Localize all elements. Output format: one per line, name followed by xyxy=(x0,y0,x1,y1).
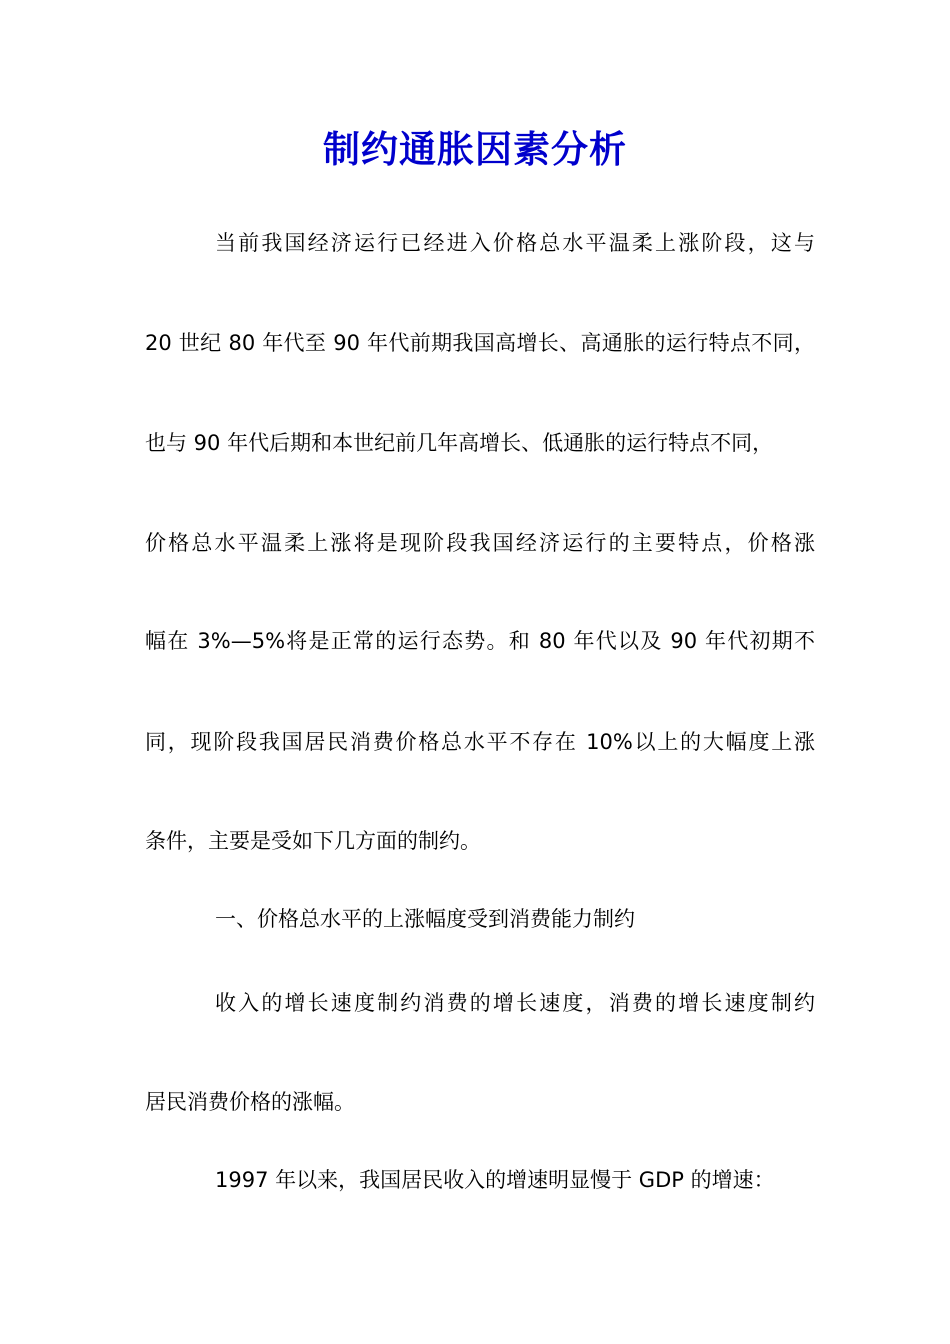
paragraph-1-line-2: 20 世纪 80 年代至 90 年代前期我国高增长、高通胀的运行特点不同， xyxy=(145,331,815,355)
paragraph-1-line-6: 同，现阶段我国居民消费价格总水平不存在 10%以上的大幅度上涨 xyxy=(145,730,815,754)
paragraph-1-line-4: 价格总水平温柔上涨将是现阶段我国经济运行的主要特点，价格涨 xyxy=(145,531,815,555)
paragraph-2-line-1: 收入的增长速度制约消费的增长速度，消费的增长速度制约 xyxy=(215,991,815,1015)
paragraph-3-line-1: 1997 年以来，我国居民收入的增速明显慢于 GDP 的增速： xyxy=(215,1168,775,1192)
section-heading-1: 一、价格总水平的上涨幅度受到消费能力制约 xyxy=(215,907,635,931)
paragraph-2-line-2: 居民消费价格的涨幅。 xyxy=(145,1090,355,1114)
paragraph-1-line-1: 当前我国经济运行已经进入价格总水平温柔上涨阶段，这与 xyxy=(215,231,815,255)
document-title: 制约通胀因素分析 xyxy=(323,128,627,171)
paragraph-1-line-7: 条件，主要是受如下几方面的制约。 xyxy=(145,829,481,853)
paragraph-1-line-5: 幅在 3%—5%将是正常的运行态势。和 80 年代以及 90 年代初期不 xyxy=(145,629,815,653)
paragraph-1-line-3: 也与 90 年代后期和本世纪前几年高增长、低通胀的运行特点不同， xyxy=(145,431,774,455)
